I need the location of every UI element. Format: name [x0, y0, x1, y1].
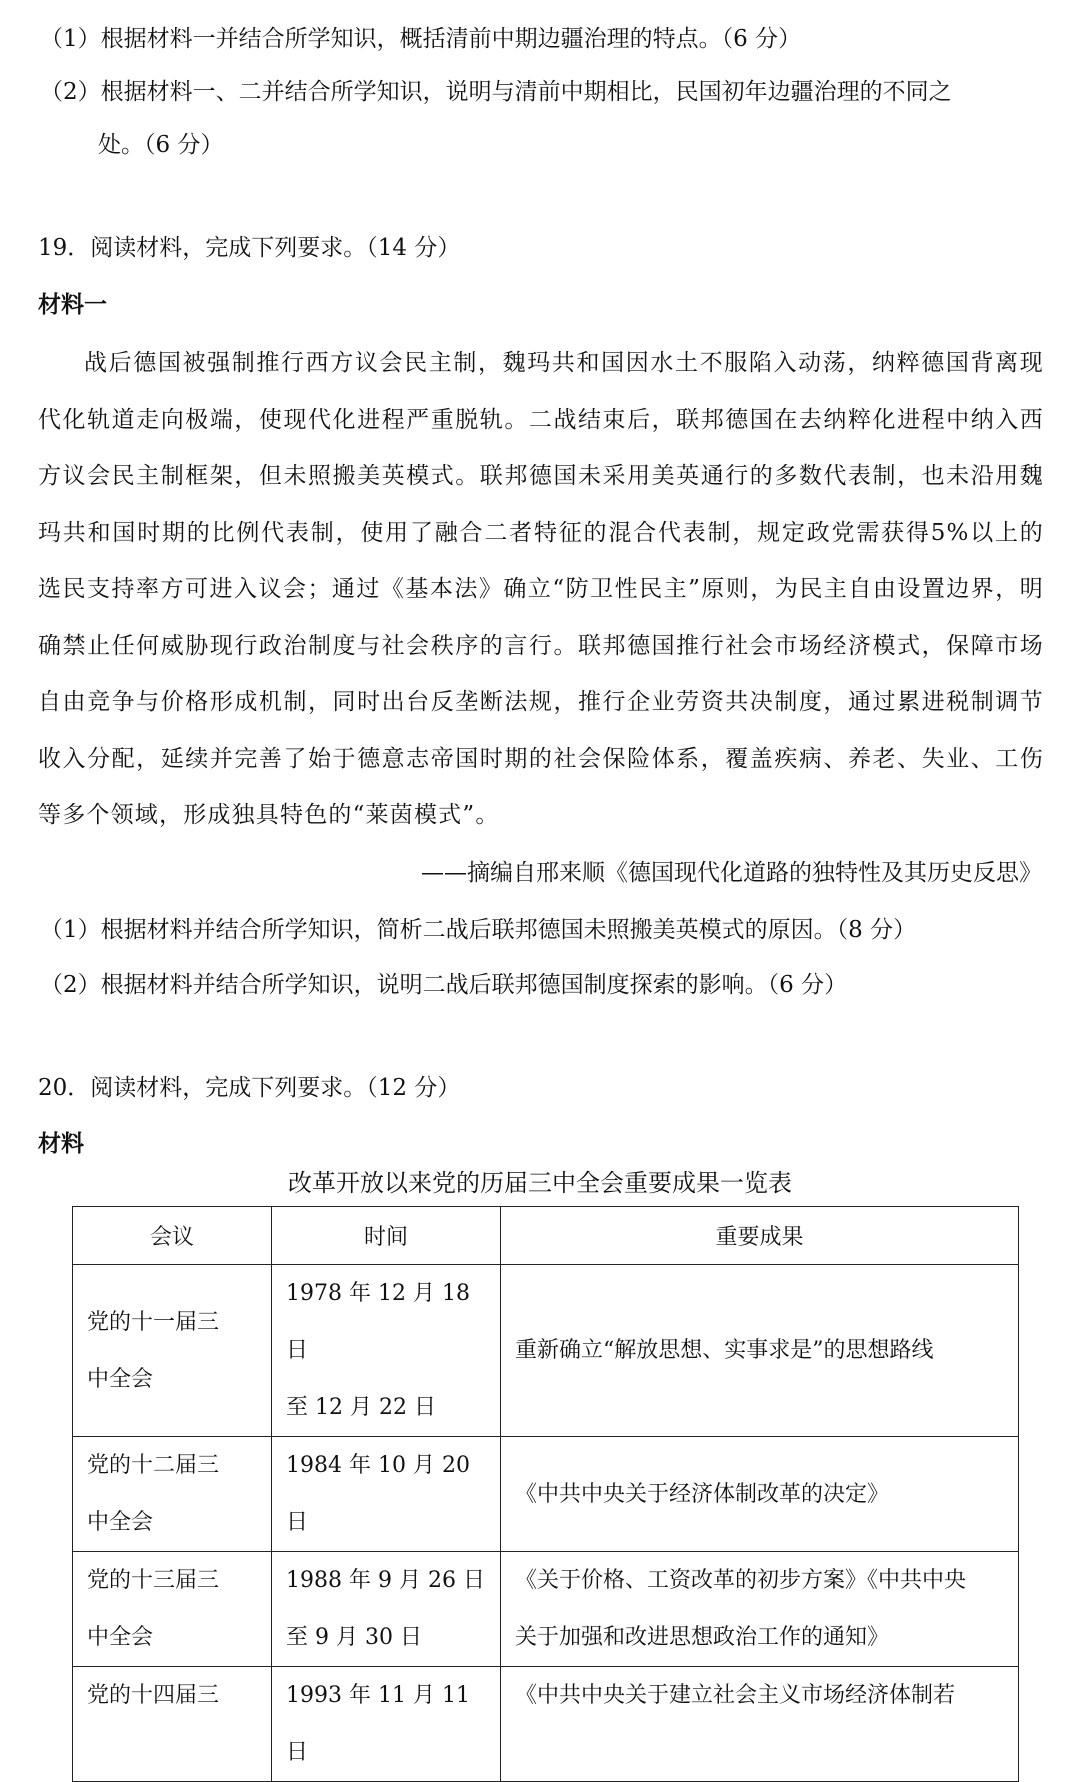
- q19-sub1: （1）根据材料并结合所学知识，简析二战后联邦德国未照搬美英模式的原因。（8 分）: [40, 917, 917, 943]
- table-header-row: [73, 1207, 1019, 1265]
- table-row: [73, 1265, 1019, 1437]
- q20-material-label: 材料: [38, 1131, 84, 1157]
- q19-sub2: （2）根据材料并结合所学知识，说明二战后联邦德国制度探索的影响。（6 分）: [40, 972, 848, 998]
- cell-result: 重新确立“解放思想、实事求是”的思想路线: [501, 1265, 1019, 1437]
- cell-time: 1993 年 11 月 11 日: [272, 1667, 501, 1782]
- q18-sub2-line1: （2）根据材料一、二并结合所学知识，说明与清前中期相比，民国初年边疆治理的不同之: [40, 79, 952, 105]
- cell-meeting: 党的十三届三 中全会: [73, 1552, 272, 1667]
- results-table: [72, 1206, 1019, 1782]
- cell-time: 1978 年 12 月 18 日 至 12 月 22 日: [272, 1265, 501, 1437]
- cell-meeting: 党的十一届三 中全会: [73, 1265, 272, 1437]
- q18-sub2-line2: 处。（6 分）: [98, 132, 224, 158]
- cell-result: 《中共中央关于经济体制改革的决定》: [501, 1437, 1019, 1552]
- q19-material-paragraph: 战后德国被强制推行西方议会民主制，魏玛共和国因水土不服陷入动荡，纳粹德国背离现代化轨道走向极端，使现代化进程严重脱轨。二战结束后，联邦德国在去纳粹化进程中纳入西方议会民主制框架，但未照搬美英模式。联邦德国未采用美英通行的多数代表制，也未沿用魏玛共和国时期的比例代表制，使用了融合二者特征的混合代表制，规定政党需获得5%以上的选民支持率方可进入议会；通过《基本法》确立“防卫性民主”原则，为民主自由设置边界，明确禁止任何威胁现行政治制度与社会秩序的言行。联邦德国推行社会市场经济模式，保障市场自由竞争与价格形成机制，同时出台反垄断法规，推行企业劳资共决制度，通过累进税制调节收入分配，延续并完善了始于德意志帝国时期的社会保险体系，覆盖疾病、养老、失业、工伤等多个领域，形成独具特色的“莱茵模式”。: [38, 350, 1044, 828]
- cell-time: 1988 年 9 月 26 日 至 9 月 30 日: [272, 1552, 501, 1667]
- cell-result: 《关于价格、工资改革的初步方案》《中共中央 关于加强和改进思想政治工作的通知》: [501, 1552, 1019, 1667]
- q20-heading: 20．阅读材料，完成下列要求。（12 分）: [38, 1075, 461, 1101]
- cell-result: 《中共中央关于建立社会主义市场经济体制若: [501, 1667, 1019, 1782]
- cell-time: 1984 年 10 月 20 日: [272, 1437, 501, 1552]
- cell-meeting: 党的十二届三 中全会: [73, 1437, 272, 1552]
- table-title: 改革开放以来党的历届三中全会重要成果一览表: [288, 1169, 792, 1197]
- column-header-meeting: 会议: [73, 1207, 272, 1265]
- column-header-result: 重要成果: [501, 1207, 1019, 1265]
- column-header-time: 时间: [272, 1207, 501, 1265]
- q19-source: ——摘编自邢来顺《德国现代化道路的独特性及其历史反思》: [421, 860, 1042, 886]
- table-row: [73, 1552, 1019, 1667]
- cell-meeting: 党的十四届三: [73, 1667, 272, 1782]
- q18-sub1: （1）根据材料一并结合所学知识，概括清前中期边疆治理的特点。（6 分）: [40, 26, 802, 52]
- table-row: [73, 1437, 1019, 1552]
- q19-heading: 19．阅读材料，完成下列要求。（14 分）: [38, 235, 461, 261]
- table-row: [73, 1667, 1019, 1782]
- q19-material-label: 材料一: [38, 292, 107, 318]
